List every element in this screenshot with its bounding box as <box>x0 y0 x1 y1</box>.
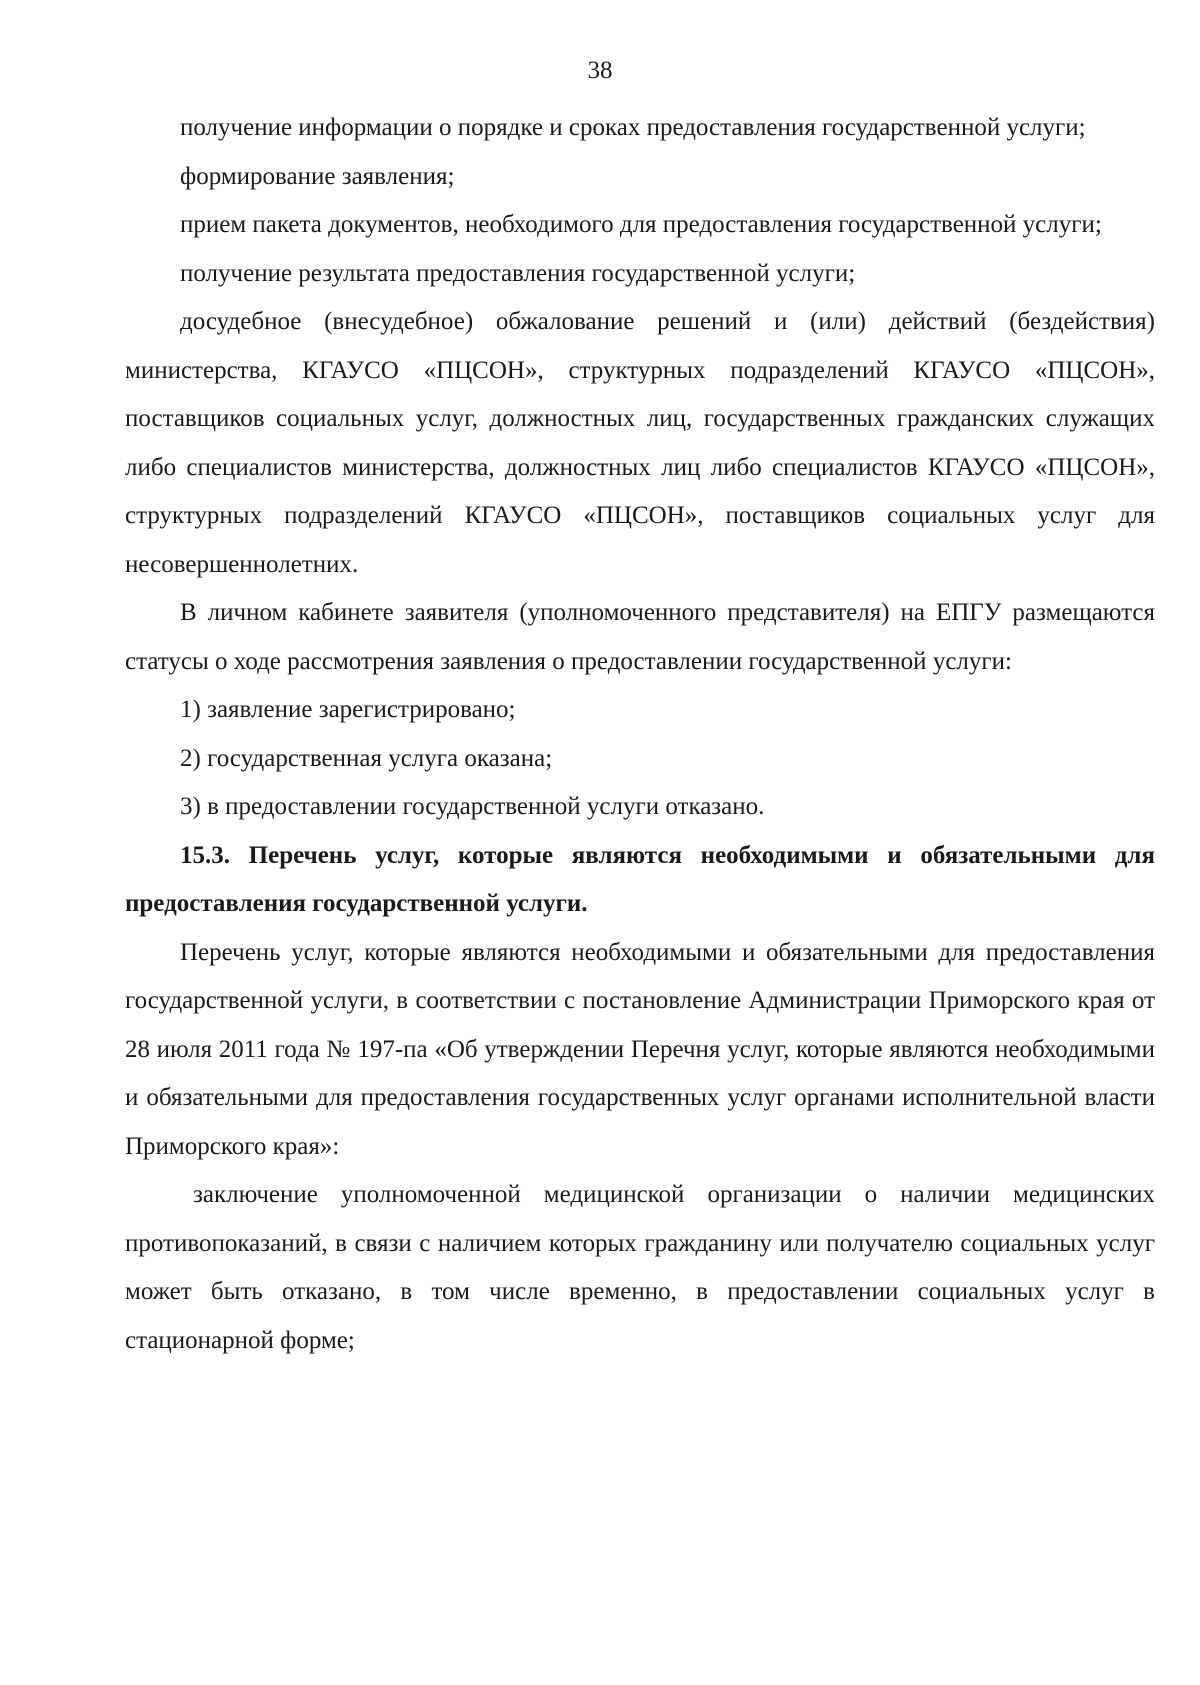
section-heading: 15.3. Перечень услуг, которые являются необходимыми и обязательными для предоставления государственной услуги. <box>125 841 1155 917</box>
status-item-3: 3) в предоставлении государственной услуги отказано. <box>180 793 765 820</box>
page-number: 38 <box>587 57 613 84</box>
status-item-1: 1) заявление зарегистрировано; <box>180 696 516 723</box>
status-item-2: 2) государственная услуга оказана; <box>180 744 553 772</box>
paragraph-result: получение результата предоставления государственной услуги; <box>180 259 856 287</box>
paragraph-appeal: досудебное (внесудебное) обжалование решений и (или) действий (бездействия) министерства, КГАУСО «ПЦСОН», структурных подразделений КГАУСО «ПЦСОН», поставщиков социальных услуг, должностных лиц, государственных гражданских служащих либо специалистов министерства, должностных лиц либо специалистов КГАУСО «ПЦСОН», структурных подразделений КГАУСО «ПЦСОН», поставщиков социальных услуг для несовершеннолетних. <box>125 308 1155 578</box>
paragraph-cabinet: В личном кабинете заявителя (уполномоченного представителя) на ЕПГУ размещаются статусы о ходе рассмотрения заявления о предоставлении государственной услуги: <box>125 599 1155 675</box>
section-paragraph-conclusion: заключение уполномоченной медицинской организации о наличии медицинских противопоказаний, в связи с наличием которых гражданину или получателю социальных услуг может быть отказано, в том числе временно, в предоставлении социальных услуг в стационарной форме; <box>125 1181 1155 1354</box>
paragraph-info: получение информации о порядке и сроках предоставления государственной услуги; <box>180 114 1086 141</box>
document-body <box>125 104 1155 1365</box>
paragraph-form: формирование заявления; <box>180 162 455 190</box>
paragraph-docs: прием пакета документов, необходимого для предоставления государственной услуги; <box>180 211 1102 238</box>
section-paragraph-list: Перечень услуг, которые являются необходимыми и обязательными для предоставления государственной услуги, в соответствии с постановление Администрации Приморского края от 28 июля 2011 года № 197-па «Об утверждении Перечня услуг, которые являются необходимыми и обязательными для предоставления государственных услуг органами исполнительной власти Приморского края»: <box>125 938 1155 1160</box>
